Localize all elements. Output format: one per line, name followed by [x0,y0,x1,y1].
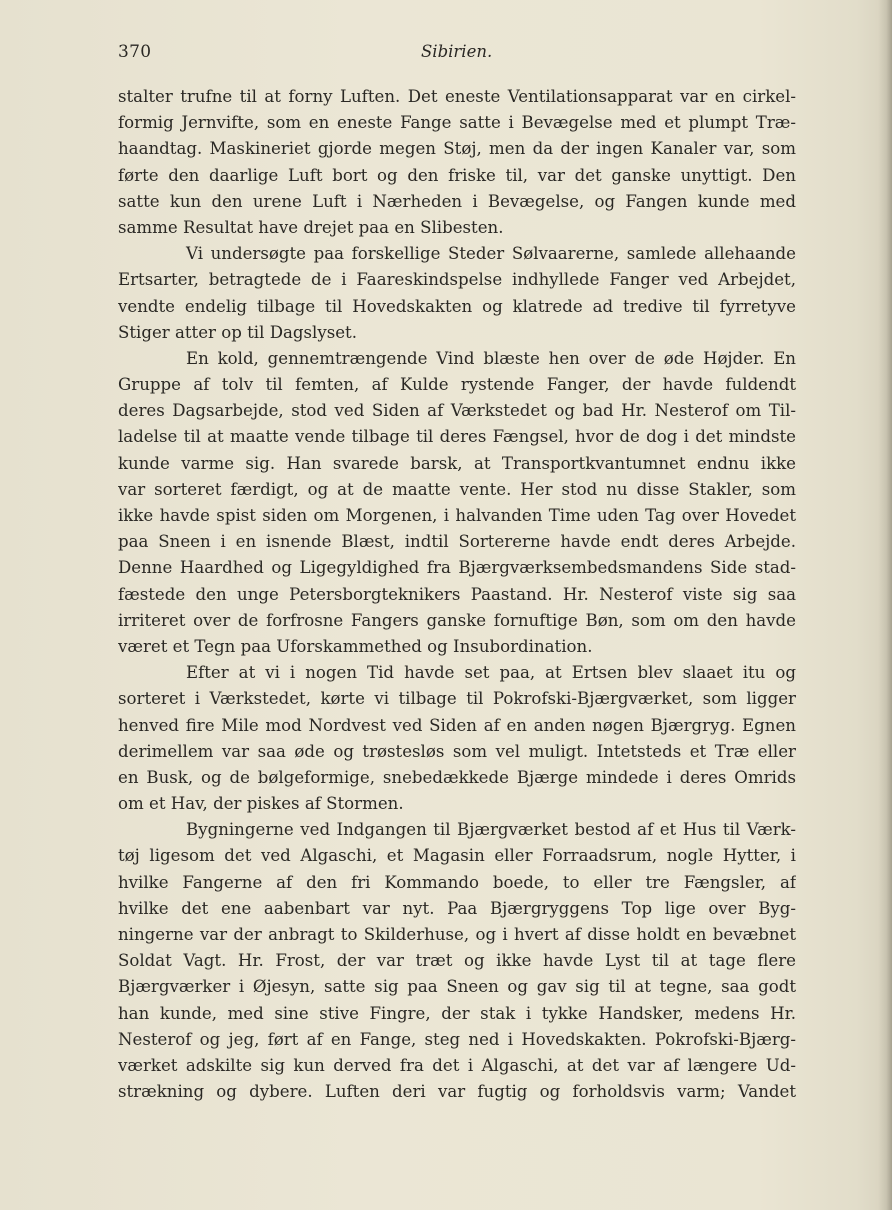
running-head [118,42,796,68]
text-line: hvilke Fangerne af den fri Kommando boede, to eller tre Fængsler, af [118,872,796,892]
page-number: 370 [118,42,152,62]
text-line: ikke havde spist siden om Morgenen, i halvanden Time uden Tag over Hovedet [118,506,796,525]
text-line: været et Tegn paa Uforskammethed og Insubordination. [118,636,593,656]
text-line: vendte endelig tilbage til Hovedskakten og klatrede ad tredive til fyrretyve [118,296,796,316]
text-line: sorteret i Værkstedet, kørte vi tilbage til Pokrofski-Bjærgværket, som ligger [118,689,796,709]
text-line: førte den daarlige Luft bort og den friske til, var det ganske unyttigt. Den [118,165,796,185]
text-line: Soldat Vagt. Hr. Frost, der var træt og ikke havde Lyst til at tage flere [118,951,796,971]
text-line: om et Hav, der piskes af Stormen. [118,794,404,814]
text-line: henved fire Mile mod Nordvest ved Siden af en anden nøgen Bjærgryg. Egnen [118,715,796,735]
text-line: værket adskilte sig kun derved fra det i Algaschi, at det var af længere Ud- [118,1055,796,1075]
running-title: Sibirien. [421,42,493,61]
text-line: haandtag. Maskineriet gjorde megen Støj, men da der ingen Kanaler var, som [118,139,796,159]
text-line: deres Dagsarbejde, stod ved Siden af Værkstedet og bad Hr. Nesterof om Til- [118,401,796,421]
text-line: en Busk, og de bølgeformige, snebedækkede Bjærge mindede i deres Omrids [118,767,796,787]
text-line: Bjærgværker i Øjesyn, satte sig paa Sneen og gav sig til at tegne, saa godt [118,977,796,997]
text-line: Nesterof og jeg, ført af en Fange, steg ned i Hovedskakten. Pokrofski-Bjærg- [118,1029,796,1049]
text-line: stalter trufne til at forny Luften. Det eneste Ventilationsapparat var en cirkel- [118,87,796,106]
text-line: hvilke det ene aabenbart var nyt. Paa Bjærgryggens Top lige over Byg- [118,898,796,918]
text-line: ningerne var der anbragt to Skilderhuse, og i hvert af disse holdt en bevæbnet [118,925,796,944]
text-line: tøj ligesom det ved Algaschi, et Magasin eller Forraadsrum, nogle Hytter, i [118,846,796,866]
text-line: paa Sneen i en isnende Blæst, indtil Sortererne havde endt deres Arbejde. [118,532,796,552]
text-line: ladelse til at maatte vende tilbage til deres Fængsel, hvor de dog i det mindste [118,427,796,447]
text-line: satte kun den urene Luft i Nærheden i Bevægelse, og Fangen kunde med [118,191,796,211]
text-line: var sorteret færdigt, og at de maatte vente. Her stod nu disse Stakler, som [118,479,796,499]
text-line: fæstede den unge Petersborgteknikers Paastand. Hr. Nesterof viste sig saa [118,584,796,604]
text-line: Ertsarter, betragtede de i Faareskindspelse indhyllede Fanger ved Arbejdet, [118,270,796,290]
text-line: samme Resultat have drejet paa en Slibesten. [118,217,504,237]
text-line: irriteret over de forfrosne Fangers ganske fornuftige Bøn, som om den havde [118,610,796,630]
text-line: Gruppe af tolv til femten, af Kulde rystende Fanger, der havde fuldendt [118,375,796,395]
paragraph-first-line: Bygningerne ved Indgangen til Bjærgværket bestod af et Hus til Værk- [186,820,796,840]
text-line: Denne Haardhed og Ligegyldighed fra Bjærgværksembedsmandens Side stad- [118,558,796,578]
paragraph-first-line: En kold, gennemtrængende Vind blæste hen over de øde Højder. En [186,348,796,368]
text-line: derimellem var saa øde og trøstesløs som vel muligt. Intetsteds et Træ eller [118,741,796,761]
paragraph-first-line: Efter at vi i nogen Tid havde set paa, at Ertsen blev slaaet itu og [186,663,796,683]
text-line: han kunde, med sine stive Fingre, der stak i tykke Handsker, medens Hr. [118,1003,796,1023]
paragraph-first-line: Vi undersøgte paa forskellige Steder Sølvaarerne, samlede allehaande [186,244,796,264]
page-edge-shadow [878,0,892,1210]
text-line: formig Jernvifte, som en eneste Fange satte i Bevægelse med et plumpt Træ- [118,113,796,133]
text-line: Stiger atter op til Dagslyset. [118,322,357,342]
text-line: kunde varme sig. Han svarede barsk, at Transportkvantumnet endnu ikke [118,453,796,473]
text-line: strækning og dybere. Luften deri var fugtig og forholdsvis varm; Vandet [118,1082,796,1102]
body-text [118,84,796,1105]
